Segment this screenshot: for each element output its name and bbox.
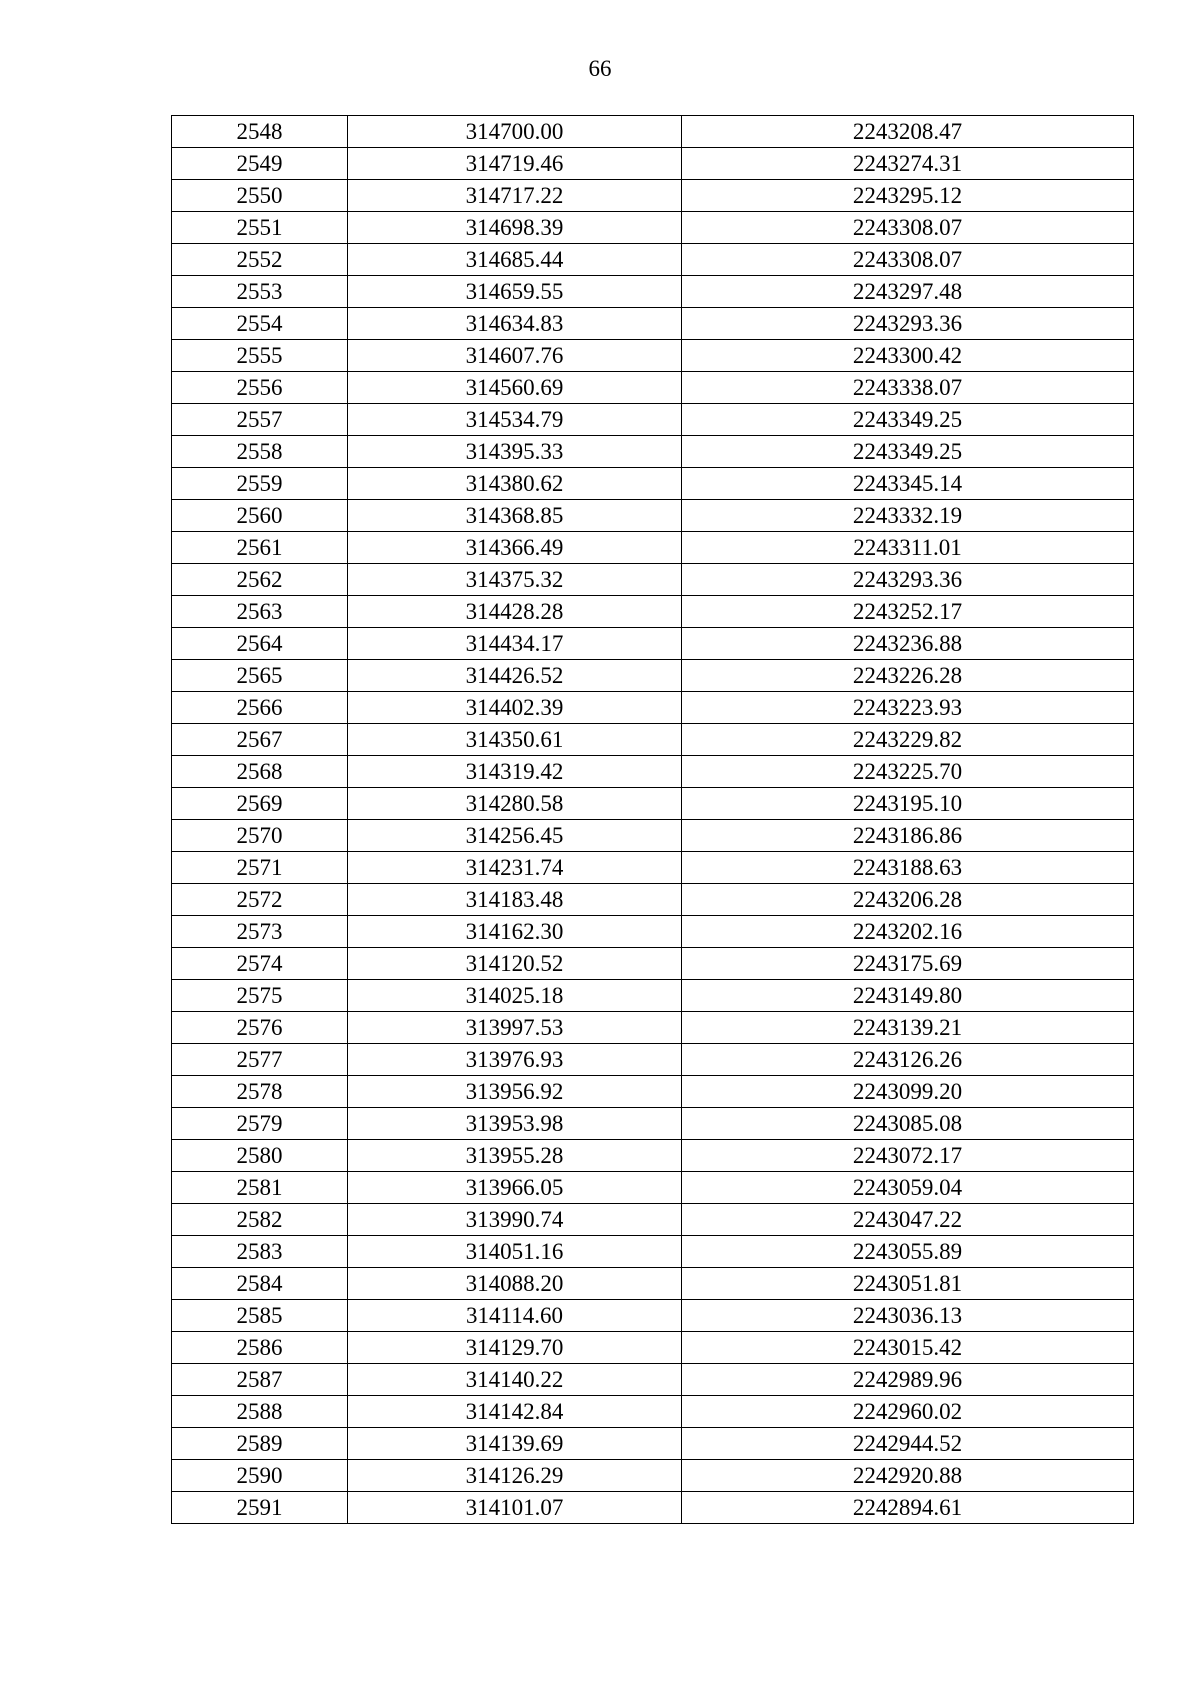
point-number-cell: 2559 — [172, 468, 348, 500]
x-coordinate-cell: 313997.53 — [348, 1012, 682, 1044]
x-coordinate-cell: 314101.07 — [348, 1492, 682, 1524]
point-number-cell: 2560 — [172, 500, 348, 532]
table-row — [172, 1268, 1134, 1300]
x-coordinate-cell: 314685.44 — [348, 244, 682, 276]
x-coordinate-cell: 314051.16 — [348, 1236, 682, 1268]
y-coordinate-cell: 2243015.42 — [682, 1332, 1134, 1364]
y-coordinate-cell: 2242960.02 — [682, 1396, 1134, 1428]
x-coordinate-cell: 314426.52 — [348, 660, 682, 692]
table-row — [172, 1396, 1134, 1428]
y-coordinate-cell: 2243072.17 — [682, 1140, 1134, 1172]
y-coordinate-cell: 2243126.26 — [682, 1044, 1134, 1076]
x-coordinate-cell: 314395.33 — [348, 436, 682, 468]
coordinates-table-body — [172, 116, 1134, 1524]
table-row — [172, 1108, 1134, 1140]
point-number-cell: 2573 — [172, 916, 348, 948]
table-row — [172, 1428, 1134, 1460]
x-coordinate-cell: 314129.70 — [348, 1332, 682, 1364]
y-coordinate-cell: 2243195.10 — [682, 788, 1134, 820]
x-coordinate-cell: 314700.00 — [348, 116, 682, 148]
y-coordinate-cell: 2243293.36 — [682, 564, 1134, 596]
y-coordinate-cell: 2243349.25 — [682, 436, 1134, 468]
y-coordinate-cell: 2243236.88 — [682, 628, 1134, 660]
x-coordinate-cell: 314659.55 — [348, 276, 682, 308]
table-row — [172, 820, 1134, 852]
y-coordinate-cell: 2242894.61 — [682, 1492, 1134, 1524]
point-number-cell: 2591 — [172, 1492, 348, 1524]
point-number-cell: 2571 — [172, 852, 348, 884]
table-row — [172, 1300, 1134, 1332]
table-row — [172, 116, 1134, 148]
x-coordinate-cell: 314114.60 — [348, 1300, 682, 1332]
x-coordinate-cell: 314534.79 — [348, 404, 682, 436]
table-row — [172, 660, 1134, 692]
point-number-cell: 2557 — [172, 404, 348, 436]
table-row — [172, 1076, 1134, 1108]
y-coordinate-cell: 2243226.28 — [682, 660, 1134, 692]
y-coordinate-cell: 2243295.12 — [682, 180, 1134, 212]
table-row — [172, 276, 1134, 308]
point-number-cell: 2580 — [172, 1140, 348, 1172]
x-coordinate-cell: 314634.83 — [348, 308, 682, 340]
x-coordinate-cell: 314434.17 — [348, 628, 682, 660]
table-row — [172, 468, 1134, 500]
y-coordinate-cell: 2243338.07 — [682, 372, 1134, 404]
table-row — [172, 1172, 1134, 1204]
y-coordinate-cell: 2243175.69 — [682, 948, 1134, 980]
y-coordinate-cell: 2243223.93 — [682, 692, 1134, 724]
point-number-cell: 2586 — [172, 1332, 348, 1364]
table-row — [172, 1492, 1134, 1524]
point-number-cell: 2552 — [172, 244, 348, 276]
table-row — [172, 1044, 1134, 1076]
x-coordinate-cell: 314120.52 — [348, 948, 682, 980]
y-coordinate-cell: 2242944.52 — [682, 1428, 1134, 1460]
x-coordinate-cell: 314375.32 — [348, 564, 682, 596]
point-number-cell: 2588 — [172, 1396, 348, 1428]
point-number-cell: 2549 — [172, 148, 348, 180]
x-coordinate-cell: 314162.30 — [348, 916, 682, 948]
y-coordinate-cell: 2243308.07 — [682, 244, 1134, 276]
x-coordinate-cell: 314560.69 — [348, 372, 682, 404]
table-row — [172, 1332, 1134, 1364]
point-number-cell: 2583 — [172, 1236, 348, 1268]
point-number-cell: 2589 — [172, 1428, 348, 1460]
point-number-cell: 2577 — [172, 1044, 348, 1076]
y-coordinate-cell: 2243297.48 — [682, 276, 1134, 308]
y-coordinate-cell: 2243149.80 — [682, 980, 1134, 1012]
table-row — [172, 692, 1134, 724]
point-number-cell: 2587 — [172, 1364, 348, 1396]
table-row — [172, 244, 1134, 276]
x-coordinate-cell: 314428.28 — [348, 596, 682, 628]
table-row — [172, 404, 1134, 436]
point-number-cell: 2555 — [172, 340, 348, 372]
x-coordinate-cell: 314140.22 — [348, 1364, 682, 1396]
y-coordinate-cell: 2243186.86 — [682, 820, 1134, 852]
y-coordinate-cell: 2243206.28 — [682, 884, 1134, 916]
y-coordinate-cell: 2243051.81 — [682, 1268, 1134, 1300]
x-coordinate-cell: 314350.61 — [348, 724, 682, 756]
point-number-cell: 2574 — [172, 948, 348, 980]
table-row — [172, 532, 1134, 564]
point-number-cell: 2576 — [172, 1012, 348, 1044]
x-coordinate-cell: 314717.22 — [348, 180, 682, 212]
table-row — [172, 148, 1134, 180]
point-number-cell: 2558 — [172, 436, 348, 468]
x-coordinate-cell: 313955.28 — [348, 1140, 682, 1172]
table-row — [172, 884, 1134, 916]
y-coordinate-cell: 2243300.42 — [682, 340, 1134, 372]
table-row — [172, 340, 1134, 372]
table-row — [172, 1236, 1134, 1268]
y-coordinate-cell: 2243225.70 — [682, 756, 1134, 788]
x-coordinate-cell: 314698.39 — [348, 212, 682, 244]
table-row — [172, 212, 1134, 244]
point-number-cell: 2575 — [172, 980, 348, 1012]
point-number-cell: 2550 — [172, 180, 348, 212]
y-coordinate-cell: 2243293.36 — [682, 308, 1134, 340]
point-number-cell: 2585 — [172, 1300, 348, 1332]
y-coordinate-cell: 2243208.47 — [682, 116, 1134, 148]
y-coordinate-cell: 2243036.13 — [682, 1300, 1134, 1332]
y-coordinate-cell: 2243188.63 — [682, 852, 1134, 884]
y-coordinate-cell: 2243229.82 — [682, 724, 1134, 756]
y-coordinate-cell: 2243085.08 — [682, 1108, 1134, 1140]
point-number-cell: 2553 — [172, 276, 348, 308]
x-coordinate-cell: 314183.48 — [348, 884, 682, 916]
table-row — [172, 628, 1134, 660]
point-number-cell: 2581 — [172, 1172, 348, 1204]
table-row — [172, 1364, 1134, 1396]
x-coordinate-cell: 314088.20 — [348, 1268, 682, 1300]
x-coordinate-cell: 314126.29 — [348, 1460, 682, 1492]
y-coordinate-cell: 2243099.20 — [682, 1076, 1134, 1108]
y-coordinate-cell: 2243252.17 — [682, 596, 1134, 628]
y-coordinate-cell: 2243311.01 — [682, 532, 1134, 564]
point-number-cell: 2579 — [172, 1108, 348, 1140]
x-coordinate-cell: 314231.74 — [348, 852, 682, 884]
table-row — [172, 788, 1134, 820]
x-coordinate-cell: 314402.39 — [348, 692, 682, 724]
point-number-cell: 2551 — [172, 212, 348, 244]
table-row — [172, 596, 1134, 628]
x-coordinate-cell: 314380.62 — [348, 468, 682, 500]
point-number-cell: 2566 — [172, 692, 348, 724]
table-row — [172, 756, 1134, 788]
y-coordinate-cell: 2242989.96 — [682, 1364, 1134, 1396]
table-row — [172, 948, 1134, 980]
point-number-cell: 2562 — [172, 564, 348, 596]
point-number-cell: 2565 — [172, 660, 348, 692]
y-coordinate-cell: 2243274.31 — [682, 148, 1134, 180]
point-number-cell: 2548 — [172, 116, 348, 148]
y-coordinate-cell: 2243202.16 — [682, 916, 1134, 948]
x-coordinate-cell: 313990.74 — [348, 1204, 682, 1236]
point-number-cell: 2567 — [172, 724, 348, 756]
point-number-cell: 2578 — [172, 1076, 348, 1108]
x-coordinate-cell: 314139.69 — [348, 1428, 682, 1460]
x-coordinate-cell: 314719.46 — [348, 148, 682, 180]
table-row — [172, 1204, 1134, 1236]
table-row — [172, 436, 1134, 468]
table-row — [172, 372, 1134, 404]
x-coordinate-cell: 314025.18 — [348, 980, 682, 1012]
point-number-cell: 2561 — [172, 532, 348, 564]
point-number-cell: 2554 — [172, 308, 348, 340]
x-coordinate-cell: 313953.98 — [348, 1108, 682, 1140]
point-number-cell: 2569 — [172, 788, 348, 820]
point-number-cell: 2564 — [172, 628, 348, 660]
table-row — [172, 180, 1134, 212]
table-row — [172, 1140, 1134, 1172]
x-coordinate-cell: 314280.58 — [348, 788, 682, 820]
x-coordinate-cell: 313956.92 — [348, 1076, 682, 1108]
point-number-cell: 2568 — [172, 756, 348, 788]
page-number: 66 — [588, 56, 612, 81]
table-row — [172, 308, 1134, 340]
point-number-cell: 2556 — [172, 372, 348, 404]
x-coordinate-cell: 314142.84 — [348, 1396, 682, 1428]
coordinates-table — [171, 115, 1134, 1524]
x-coordinate-cell: 313976.93 — [348, 1044, 682, 1076]
y-coordinate-cell: 2242920.88 — [682, 1460, 1134, 1492]
table-row — [172, 980, 1134, 1012]
y-coordinate-cell: 2243332.19 — [682, 500, 1134, 532]
x-coordinate-cell: 313966.05 — [348, 1172, 682, 1204]
y-coordinate-cell: 2243349.25 — [682, 404, 1134, 436]
x-coordinate-cell: 314607.76 — [348, 340, 682, 372]
point-number-cell: 2563 — [172, 596, 348, 628]
y-coordinate-cell: 2243345.14 — [682, 468, 1134, 500]
point-number-cell: 2572 — [172, 884, 348, 916]
table-row — [172, 852, 1134, 884]
x-coordinate-cell: 314366.49 — [348, 532, 682, 564]
x-coordinate-cell: 314368.85 — [348, 500, 682, 532]
table-row — [172, 1460, 1134, 1492]
table-row — [172, 500, 1134, 532]
y-coordinate-cell: 2243047.22 — [682, 1204, 1134, 1236]
x-coordinate-cell: 314256.45 — [348, 820, 682, 852]
point-number-cell: 2590 — [172, 1460, 348, 1492]
table-row — [172, 724, 1134, 756]
y-coordinate-cell: 2243059.04 — [682, 1172, 1134, 1204]
point-number-cell: 2570 — [172, 820, 348, 852]
x-coordinate-cell: 314319.42 — [348, 756, 682, 788]
y-coordinate-cell: 2243139.21 — [682, 1012, 1134, 1044]
point-number-cell: 2582 — [172, 1204, 348, 1236]
y-coordinate-cell: 2243055.89 — [682, 1236, 1134, 1268]
point-number-cell: 2584 — [172, 1268, 348, 1300]
table-row — [172, 564, 1134, 596]
table-row — [172, 916, 1134, 948]
table-row — [172, 1012, 1134, 1044]
y-coordinate-cell: 2243308.07 — [682, 212, 1134, 244]
